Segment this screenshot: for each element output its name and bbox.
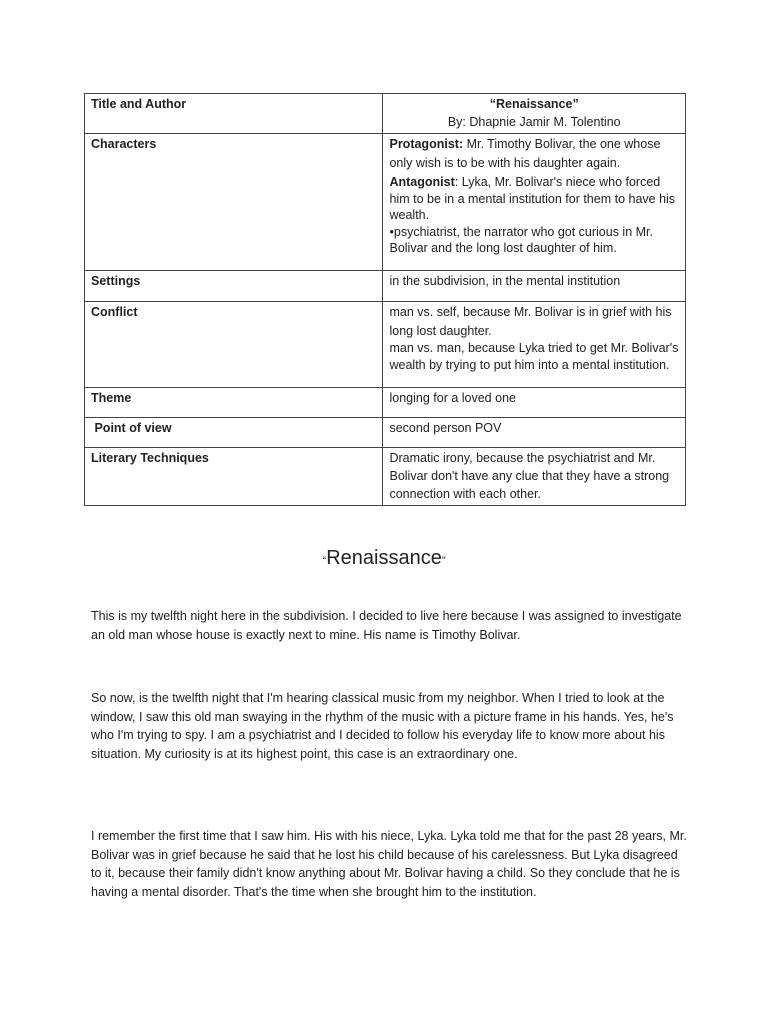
- story-paragraph-2: So now, is the twelfth night that I'm hearing classical music from my neighbor. When I tried to look at the window, I saw this old man swaying in the rhythm of the music with a picture frame in his hands. Yes, he's who I'm trying to spy. I am a psychiatrist and I decided to follow his everyday life to know more about his situation. My curiosity is at its highest point, this case is an extraordinary one.: [91, 691, 674, 762]
- close-quote: ”: [441, 555, 446, 567]
- antagonist-description: : Lyka, Mr. Bolivar's niece who forced him to be in a mental institution for them to have his wealth.: [389, 175, 676, 222]
- protagonist-text: [389, 135, 679, 172]
- open-quote: “: [322, 555, 327, 567]
- table-row: [85, 271, 686, 302]
- row-label-settings: Settings: [85, 271, 383, 302]
- table-story-title: “Renaissance”: [489, 97, 579, 111]
- story-paragraph-3: I remember the first time that I saw him. His with his niece, Lyka. Lyka told me that for the past 28 years, Mr. Bolivar was in grief because he said that he lost his child because of his carelessness. But Lyka disagreed to it, because their family didn't know anything about Mr. Bolivar having a child. So they conclude that he is having a mental disorder. That's the time when she brought him to the institution.: [91, 829, 687, 900]
- protagonist-description: Mr. Timothy Bolivar, the one whose only wish is to be with his daughter again.: [389, 137, 661, 170]
- antagonist-text: [389, 174, 679, 224]
- antagonist-label: Antagonist: [389, 175, 455, 189]
- title-author-cell: [383, 94, 686, 134]
- story-paragraph-1: This is my twelfth night here in the subdivision. I decided to live here because I was assigned to investigate an old man whose house is exactly next to mine. His name is Timothy Bolivar.: [91, 609, 682, 642]
- protagonist-label: Protagonist:: [389, 137, 464, 151]
- table-row: [85, 94, 686, 134]
- conflict-man-vs-man: man vs. man, because Lyka tried to get Mr. Bolivar's wealth by trying to put him into a mental institution.: [389, 341, 679, 372]
- story-elements-table: [84, 93, 686, 506]
- point-of-view-value: second person POV: [383, 418, 686, 448]
- row-label-literary-techniques: Literary Techniques: [85, 448, 383, 506]
- characters-cell: [383, 134, 686, 271]
- row-label-title-author: Title and Author: [85, 94, 383, 134]
- row-label-theme: Theme: [85, 388, 383, 418]
- literary-techniques-value: Dramatic irony, because the psychiatrist and Mr. Bolivar don't have any clue that they have a strong connection with each other.: [383, 448, 686, 506]
- theme-value: longing for a loved one: [383, 388, 686, 418]
- story-title-text: Renaissance: [326, 547, 442, 569]
- psychiatrist-text: •psychiatrist, the narrator who got curious in Mr. Bolivar and the long lost daughter of him.: [389, 224, 653, 255]
- table-row: [85, 418, 686, 448]
- row-label-conflict: Conflict: [85, 302, 383, 388]
- table-row: [85, 302, 686, 388]
- table-row: [85, 448, 686, 506]
- table-row: [85, 134, 686, 271]
- row-label-characters: Characters: [85, 134, 383, 271]
- conflict-cell: [383, 302, 686, 388]
- table-row: [85, 388, 686, 418]
- table-author: By: Dhapnie Jamir M. Tolentino: [447, 115, 621, 129]
- settings-value: in the subdivision, in the mental institution: [383, 271, 686, 302]
- conflict-man-vs-self: man vs. self, because Mr. Bolivar is in grief with his long lost daughter.: [389, 305, 672, 338]
- row-label-point-of-view: Point of view: [85, 418, 383, 448]
- story-title: [0, 547, 768, 570]
